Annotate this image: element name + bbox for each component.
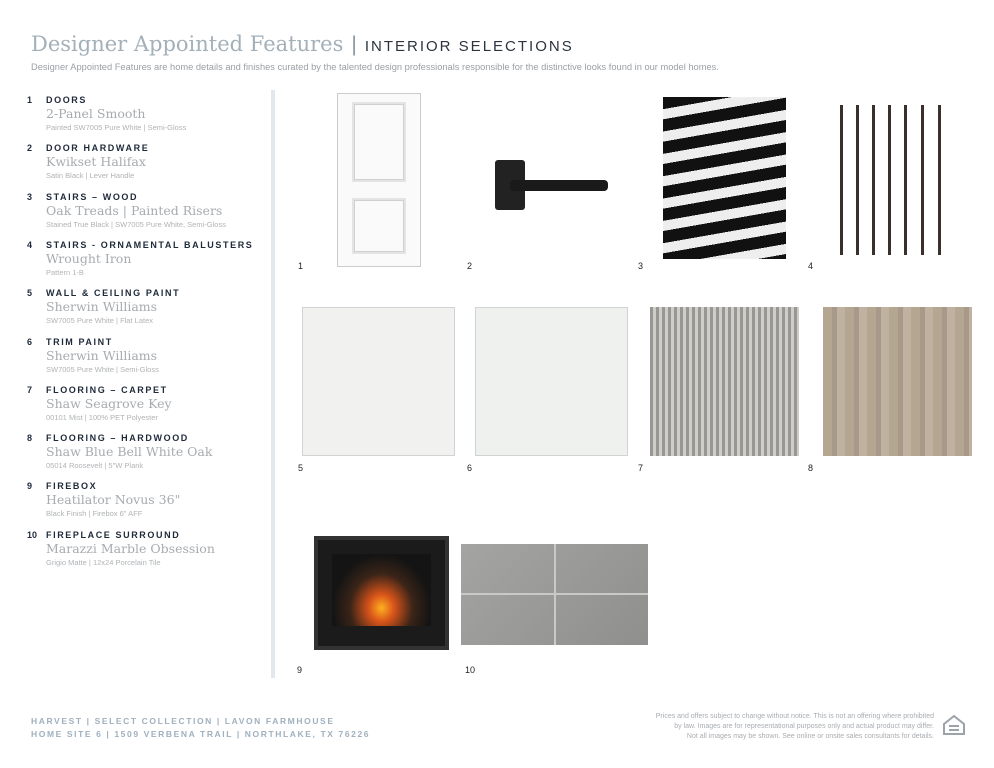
image-label-4: 4 xyxy=(808,261,814,271)
trim-paint-swatch xyxy=(475,307,628,456)
item-category: FIREPLACE SURROUND xyxy=(46,529,181,540)
title-main: Designer Appointed Features xyxy=(31,32,344,56)
image-label-10: 10 xyxy=(465,665,476,675)
firebox-image xyxy=(314,536,449,650)
item-name: Kwikset Halifax xyxy=(46,154,146,170)
title-subtitle: INTERIOR SELECTIONS xyxy=(364,38,574,55)
image-label-5: 5 xyxy=(298,463,304,473)
item-number: 1 xyxy=(27,95,33,105)
item-detail: Satin Black | Lever Handle xyxy=(46,171,135,181)
door-image xyxy=(337,93,421,267)
equal-housing-icon xyxy=(942,714,966,738)
image-label-3: 3 xyxy=(638,261,644,271)
item-number: 3 xyxy=(27,191,33,202)
door-handle-image xyxy=(490,158,610,212)
item-number: 2 xyxy=(27,143,33,154)
item-number: 4 xyxy=(27,239,33,250)
balusters-image xyxy=(838,105,945,255)
item-category: WALL & CEILING PAINT xyxy=(46,288,181,299)
tile-image xyxy=(461,544,648,645)
item-detail: Painted SW7005 Pure White | Semi-Gloss xyxy=(46,123,187,132)
item-detail: Black Finish | Firebox 6" AFF xyxy=(46,509,143,519)
item-name: 2-Panel Smooth xyxy=(46,106,146,121)
legal-disclaimer xyxy=(656,712,934,742)
divider xyxy=(271,90,275,678)
item-detail: 00101 Mist | 100% PET Polyester xyxy=(46,412,158,422)
item-detail: SW7005 Pure White | Flat Latex xyxy=(46,316,153,326)
image-label-9: 9 xyxy=(297,665,303,675)
item-number: 7 xyxy=(27,384,33,395)
item-category: FLOORING – HARDWOOD xyxy=(46,433,189,444)
wall-paint-swatch xyxy=(302,307,455,456)
item-number: 5 xyxy=(27,288,33,299)
item-detail: Pattern 1-B xyxy=(46,267,84,277)
footer-collection: HARVEST | SELECT COLLECTION | LAVON FARMHOUSE xyxy=(31,716,335,726)
image-label-2: 2 xyxy=(467,261,473,271)
item-name: Shaw Blue Bell White Oak xyxy=(46,444,213,460)
title-separator: | xyxy=(351,33,357,56)
item-category: FIREBOX xyxy=(46,481,98,492)
item-category: STAIRS – WOOD xyxy=(46,191,139,202)
item-category: STAIRS - ORNAMENTAL BALUSTERS xyxy=(46,239,254,250)
image-label-8: 8 xyxy=(808,463,814,473)
page-title xyxy=(31,32,574,57)
carpet-swatch xyxy=(650,307,799,456)
item-detail: 05014 Roosevelt | 5"W Plank xyxy=(46,461,144,471)
item-name: Sherwin Williams xyxy=(46,347,158,363)
image-label-1: 1 xyxy=(298,261,304,271)
item-detail: SW7005 Pure White | Semi-Gloss xyxy=(46,364,159,374)
legal-line: Prices and offers subject to change without notice. This is not an offering where prohibited xyxy=(655,713,934,720)
item-number: 8 xyxy=(27,433,33,444)
item-category: FLOORING – CARPET xyxy=(46,384,168,395)
item-detail: Stained True Black | SW7005 Pure White, Semi-Gloss xyxy=(46,219,226,229)
item-number: 6 xyxy=(27,336,33,347)
item-name: Heatilator Novus 36" xyxy=(46,492,181,508)
hardwood-swatch xyxy=(823,307,972,456)
item-number: 9 xyxy=(27,481,33,492)
footer-address: HOME SITE 6 | 1509 VERBENA TRAIL | NORTHLAKE, TX 76226 xyxy=(31,729,371,739)
item-name: Wrought Iron xyxy=(46,250,132,266)
legal-line: by law. Images are for representational purposes only and actual product may differ. xyxy=(674,723,934,730)
image-label-6: 6 xyxy=(467,463,473,473)
item-category: DOORS xyxy=(46,95,88,105)
item-name: Sherwin Williams xyxy=(46,299,158,315)
item-name: Oak Treads | Painted Risers xyxy=(46,202,223,218)
item-name: Marazzi Marble Obsession xyxy=(46,540,215,556)
item-detail: Grigio Matte | 12x24 Porcelain Tile xyxy=(46,557,161,567)
item-category: DOOR HARDWARE xyxy=(46,143,150,154)
image-label-7: 7 xyxy=(638,463,644,473)
item-name: Shaw Seagrove Key xyxy=(46,395,172,411)
legal-line: Not all images may be shown. See online or onsite sales consultants for details. xyxy=(686,733,934,740)
stairs-image xyxy=(663,97,786,259)
item-number: 10 xyxy=(27,529,38,540)
item-category: TRIM PAINT xyxy=(46,336,113,347)
intro-text: Designer Appointed Features are home details and finishes curated by the talented design professionals responsible for the distinctive looks found in our model homes. xyxy=(31,62,719,72)
